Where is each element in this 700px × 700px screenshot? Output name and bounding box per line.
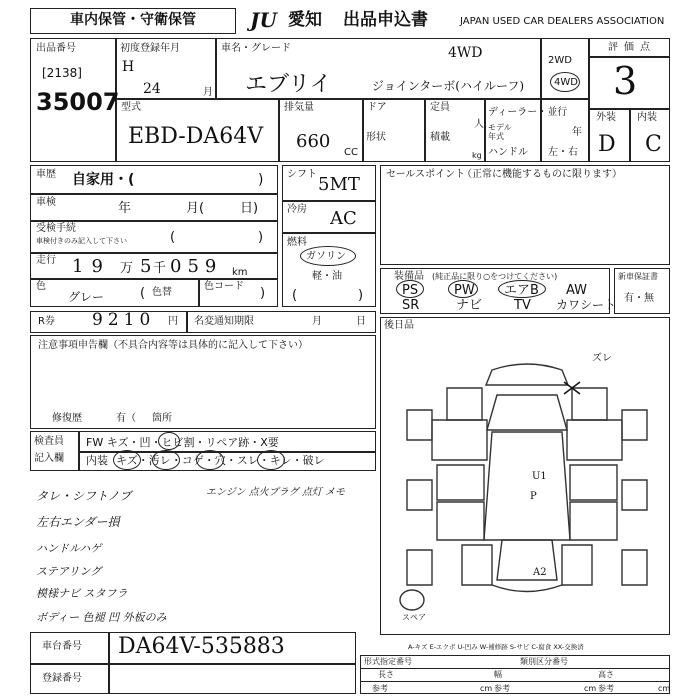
equipment-tv: TV [514, 298, 531, 313]
repair-value: 有（ [116, 413, 136, 424]
exterior-label: 外装 [596, 112, 616, 123]
note-line-6: ボディー 色褪 凹 外板のみ [36, 611, 167, 624]
dirt-circle [152, 450, 180, 470]
inspector-row-1: FW キズ・凹・ヒビ割・リペア跡・X要 [86, 436, 279, 449]
load-unit: kg [472, 151, 482, 160]
scratch-circle [113, 450, 141, 470]
transmission-label: シフト [287, 169, 317, 180]
load-label: 積載 [430, 132, 450, 143]
cc-unit: CC [344, 147, 358, 158]
color-close: ) [260, 286, 266, 301]
inspector-row-2: キズ・汚レ・コゲ・穴・スレ・キレ・破レ [116, 454, 325, 467]
remarks-label: 注意事項申告欄（不具合内容等は具体的に記入して下さい） [38, 340, 308, 351]
inspector-row-2-label: 内装 [86, 454, 108, 467]
brand-name: 愛知 [288, 10, 322, 30]
top-section [30, 38, 670, 162]
fuel-light-oil: 軽・油 [312, 271, 342, 282]
shape-label: 形状 [366, 132, 386, 143]
interior-label: 内装 [637, 112, 657, 123]
equipment-pw: PW [454, 283, 475, 298]
chassis-value: DA64V-535883 [118, 634, 285, 659]
engine-note: エンジン 点火プラグ 点灯 メモ [206, 487, 346, 498]
warranty-options: 有・無 [624, 293, 654, 304]
reference-label-1: 参考 [372, 684, 388, 693]
inspector-label-2: 記入欄 [34, 453, 64, 464]
fuel-gasoline: ガソリン [306, 251, 346, 262]
dealer-label: ディーラー・並行 [488, 107, 568, 118]
registration-no-label: 登録番号 [42, 673, 82, 684]
registration-month-unit: 月 [203, 87, 213, 98]
mileage-thousand-unit: 千 [153, 261, 167, 276]
handle-label: ハンドル [488, 147, 528, 158]
pw-circle [448, 280, 478, 298]
history-close: ) [258, 172, 264, 188]
displacement-label: 排気量 [284, 102, 314, 113]
ac-label: 冷房 [287, 204, 307, 215]
ju-logo: JU [250, 8, 277, 32]
reference-label-2: 参考 [494, 684, 510, 693]
recycle-label: R券 [38, 316, 55, 327]
drive-2wd: 2WD [548, 55, 572, 66]
pending-open: ( [170, 230, 176, 245]
model-year-label: モデル [488, 123, 512, 132]
doors-label: ドア [367, 102, 387, 113]
repair-label: 修復歴 [52, 413, 82, 424]
length-label: 長さ [378, 670, 394, 679]
form-title: 出品申込書 [343, 10, 428, 30]
capacity-unit: 人 [474, 119, 484, 130]
mileage-man-digits: 19 [72, 256, 111, 277]
color-label: 色 [36, 281, 46, 292]
model-code: EBD-DA64V [128, 124, 264, 149]
cm-unit-3: cm [658, 684, 671, 693]
warranty-label: 新車保証書 [618, 272, 658, 281]
diagram-p: P [530, 491, 537, 502]
gasoline-circle [300, 246, 356, 266]
equipment-label: 装備品 [394, 271, 424, 282]
airbag-circle [498, 280, 546, 298]
recycle-value: 9210 [92, 310, 156, 330]
model-designation-label: 形式指定番号 [364, 657, 412, 666]
inspection-month: 月( [186, 201, 205, 216]
sales-point-label: セールスポイント [386, 169, 466, 180]
color-open: ( [140, 286, 146, 301]
vehicle-name-label: 車名・グレード [221, 43, 291, 54]
association-name: JAPAN USED CAR DEALERS ASSOCIATION [460, 16, 665, 27]
history-label: 車歴 [36, 169, 56, 180]
cm-unit-2: cm [584, 684, 597, 693]
displacement-value: 660 [296, 131, 331, 152]
registration-label: 初度登録年月 [120, 43, 180, 54]
equipment-hint: (純正品に限り○をつけてください) [432, 272, 558, 281]
drive-4wd: 4WD [554, 77, 578, 88]
interior-grade: C [645, 132, 662, 157]
mileage-man-unit: 万 [120, 261, 134, 276]
notice-day: 日 [356, 316, 366, 327]
registration-era: H [122, 59, 135, 75]
sales-point-section [380, 165, 670, 265]
sales-point-hint: （正常に機能するものに限ります） [462, 169, 622, 180]
storage-badge: 車内保管・守衛保管 [30, 8, 236, 34]
car-damage-diagram [392, 340, 662, 620]
diagram-spare: スペア [402, 613, 426, 622]
note-line-3: ハンドルハゲ [36, 542, 102, 555]
equipment-airbag: エアB [504, 283, 539, 298]
drive-4wd-circle [550, 72, 580, 92]
color-value: グレー [68, 290, 105, 304]
inspection-day: 日) [240, 201, 259, 216]
equipment-navi: ナビ [456, 298, 483, 313]
year-unit: 年 [572, 127, 582, 138]
diagram-u1: U1 [532, 471, 547, 482]
equipment-ps: PS [402, 283, 419, 298]
fuel-open: ( [292, 288, 298, 303]
cm-unit-1: cm [480, 684, 493, 693]
lot-number: 35007 [36, 88, 120, 116]
ac-value: AC [330, 208, 357, 229]
model-year-sub: 年式 [488, 132, 504, 141]
drive-note: 4WD [448, 45, 483, 61]
mileage-label: 走行 [36, 255, 56, 266]
equipment-aw: AW [566, 283, 588, 298]
notice-label: 名変通知期限 [194, 316, 254, 327]
category-label: 類別区分番号 [520, 657, 568, 666]
mileage-unit: km [232, 267, 248, 278]
height-label: 高さ [598, 670, 614, 679]
fuel-label: 燃料 [287, 237, 307, 248]
inspector-label-1: 検査員 [34, 436, 64, 447]
equipment-leather: カワシート [556, 298, 617, 312]
registration-year: 24 [143, 81, 161, 97]
inspection-label: 車検 [36, 197, 56, 208]
note-line-1: タレ・シフトノブ [36, 489, 132, 503]
capacity-label: 定員 [430, 102, 450, 113]
pending-sub: 車検付きのみ記入して下さい [36, 237, 127, 245]
chassis-label: 車台番号 [42, 641, 82, 652]
vehicle-grade: ジョインターボ(ハイルーフ) [372, 79, 525, 93]
vehicle-name: エブリイ [245, 72, 332, 97]
note-line-2: 左右エンダー損 [36, 515, 120, 529]
evaluation-score: 3 [613, 59, 638, 103]
note-line-4: ステアリング [36, 565, 102, 578]
reference-label-3: 参考 [598, 684, 614, 693]
inspection-year: 年 [118, 201, 132, 216]
color-change-label: 色替 [152, 287, 172, 298]
lot-label: 出品番号 [36, 43, 76, 54]
ps-circle [396, 280, 424, 298]
history-value: 自家用・( [72, 172, 135, 188]
fuel-close: ) [358, 288, 364, 303]
repair-parts: 箇所 [152, 413, 172, 424]
diagram-front-note: ズレ [592, 353, 612, 364]
lot-code: [2138] [42, 66, 82, 80]
mileage-rest: 059 [170, 256, 223, 277]
recycle-unit: 円 [168, 316, 178, 327]
burn-circle [196, 450, 224, 470]
color-code-label: 色コード [204, 281, 244, 292]
dent-circle [158, 432, 180, 450]
model-label: 型式 [121, 102, 141, 113]
width-label: 幅 [494, 670, 502, 679]
exterior-grade: D [598, 132, 616, 157]
rear-items-label: 後日品 [384, 320, 414, 331]
handle-options: 左・右 [548, 147, 578, 158]
scuff-circle [257, 450, 285, 470]
transmission-value: 5MT [318, 174, 360, 195]
pending-label: 受検手続 [36, 223, 76, 234]
diagram-a2: A2 [533, 567, 547, 578]
diagram-legend: A-キズ E-エクボ U-凹み W-補修跡 S-サビ C-腐食 XX-交換済 [408, 643, 584, 651]
evaluation-label: 評価点 [608, 42, 656, 53]
note-line-5: 模様ナビ スタフラ [36, 587, 128, 600]
notice-month: 月 [312, 316, 322, 327]
pending-close: ) [258, 230, 264, 245]
equipment-sr: SR [402, 298, 420, 313]
mileage-thousands: 5 [140, 256, 152, 277]
